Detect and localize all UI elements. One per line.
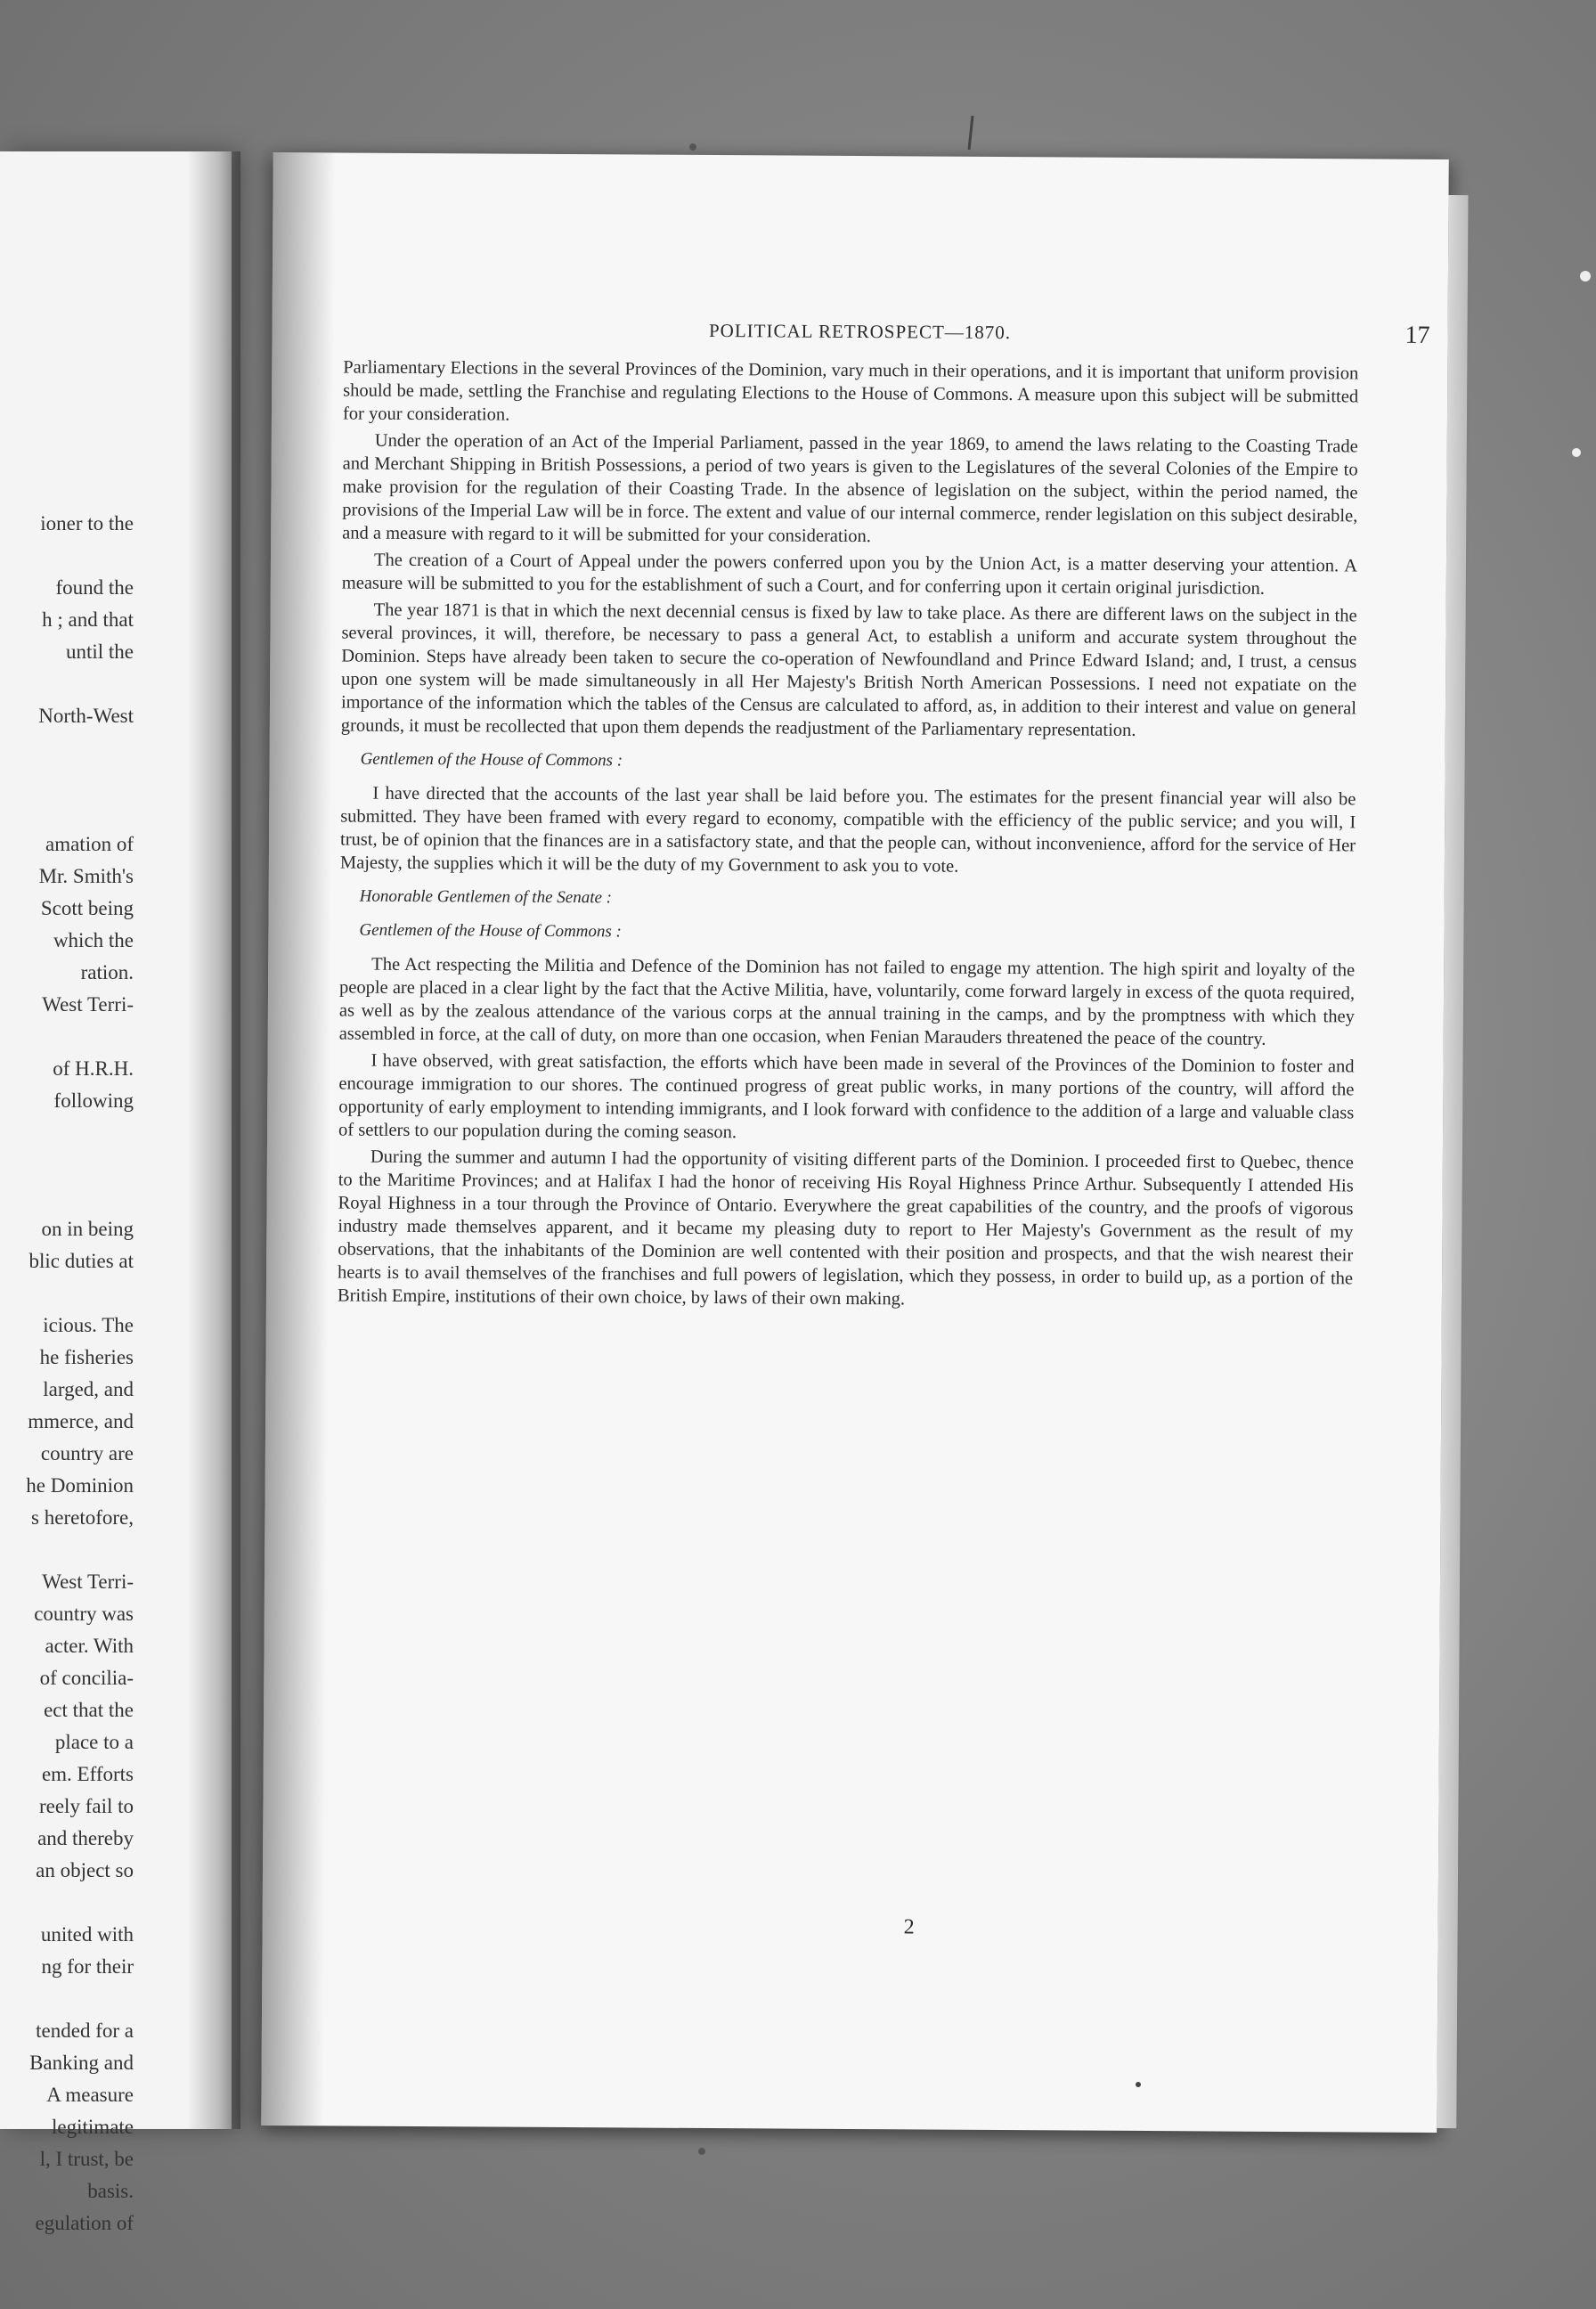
left-page-line: united with [40,1923,134,1946]
left-page-line: basis. [87,2180,134,2202]
left-page-line: tended for a [36,2019,134,2042]
left-page-line: mmerce, and [28,1410,134,1432]
left-page-line: and thereby [37,1827,134,1849]
left-page-line: blic duties at [28,1250,134,1272]
left-page-line: legitimate [52,2116,134,2138]
speck [1136,2082,1141,2087]
left-page-line: of concilia- [39,1667,134,1689]
left-page-line: place to a [54,1731,134,1753]
left-page-line: l, I trust, be [39,2148,134,2170]
paragraph: Parliamentary Elections in the several Provinces of the Dominion, vary much in their operations, and it is important that uniform provision should be made, settling the Franchise and regulating Elections to the House of Commons. A measure upon this subject will be submitted for your consideration. [342,357,1359,425]
header-title: POLITICAL RETROSPECT—1870. [708,319,1012,344]
left-page-line: reely fail to [38,1795,134,1817]
left-page-line: on in being [41,1218,134,1240]
left-page-line: Scott being [40,897,134,919]
paragraph: I have observed, with great satisfaction, the efforts which have been made in several of the Provinces of the Dominion to foster and encourage immigration to our shores. The continued progress of great public works, in many portions of the country, will afford the opportunity of early employment to intending immigrants, and I look forward with confidence to the addition of a large and valuable class of settlers to our population during the coming season. [338,1050,1355,1143]
speck [689,143,696,151]
paragraph: The creation of a Court of Appeal under the powers conferred upon you by the Union Act, is a matter deserving your attention. A measure will be submitted to you for the establishment of such a Court, and for conferring upon it certain original jurisdiction. [341,550,1358,599]
left-page-line: s heretofore, [31,1506,134,1529]
left-page-line: of H.R.H. [53,1057,134,1080]
left-page-line: amation of [45,833,134,855]
left-page-line: h ; and that [42,608,134,631]
left-page-line: North-West [38,705,134,727]
left-page-line: larged, and [43,1378,134,1400]
speck [1580,271,1591,281]
paragraph: The Act respecting the Militia and Defence of the Dominion has not failed to engage my attention. The high spirit and loyalty of the people are placed in a clear light by the fact that the Active Militia, have, voluntarily, come forward largely in excess of the quota required, as well as by the zealous attendance of the various corps at the annual training in the camps, and by the promptness with which they assembled in force, at the call of duty, on more than one occasion, when Fenian Marauders threatened the peace of the country. [338,954,1356,1049]
section-heading: Gentlemen of the House of Commons : [360,749,623,771]
paragraph: The year 1871 is that in which the next decennial census is fixed by law to take place. As there are different laws on the subject in the several provinces, it will, therefore, be necessary to pass a general Act, to establish a uniform and accurate system throughout the Dominion. Steps have already been taken to secure the co-operation of Newfoundland and Prince Edward Island; and, I trust, a census upon one system will be made simultaneously in all Her Majesty's British North American Possessions. I need not expatiate on the importance of the information which the tables of the Census are calculated to afford, as, in addition to their interest and value on general grounds, it must be recollected that upon them depends the readjustment of the Parliamentary representation. [340,600,1357,740]
left-page-line: egulation of [35,2212,134,2234]
left-page-line: found the [55,576,134,599]
left-page-line: ect that the [44,1699,134,1721]
section-heading: Honorable Gentlemen of the Senate : [359,886,613,908]
left-page-line: icious. The [43,1314,134,1336]
left-page-line: West Terri- [42,1571,134,1593]
paragraph: During the summer and autumn I had the opportunity of visiting different parts of the Dominion. I proceeded first to Quebec, thence to the Maritime Provinces; and at Halifax I had the honor of receiving His Royal Highness Prince Arthur. Subsequently I attended His Royal Highness in a tour through the Province of Ontario. Everywhere the great capabilities of the country, and the proofs of vigorous industry made themselves apparent, and it became my pleasing duty to report to Her Majesty's Government as the result of my observations, that the inhabitants of the Dominion are well contented with their position and prospects, and that the wish nearest their hearts is to avail themselves of the franchises and full powers of legislation, which they possess, in order to build up, as a portion of the British Empire, institutions of their own choice, by laws of their own making. [337,1146,1354,1310]
left-page-line: following [53,1089,134,1112]
left-page-line: which the [53,929,134,951]
left-page-line: acter. With [45,1635,134,1657]
paragraph: Under the operation of an Act of the Imperial Parliament, passed in the year 1869, to amend the laws relating to the Coasting Trade and Merchant Shipping in British Possessions, a period of two years is given to the Legislatures of the several Colonies of the Empire to make provision for the regulation of their Coasting Trade. In the absence of legislation on the subject, within the period named, the provisions of the Imperial Law will be in force. The extent and value of our internal commerce, render legislation on this subject desirable, and a measure with regard to it will be submitted for your consideration. [342,430,1358,547]
left-page-line: Banking and [29,2052,134,2074]
left-page-line: an object so [36,1859,134,1881]
left-page-line: he fisheries [39,1346,134,1368]
left-page-line: until the [65,640,134,663]
left-page-line: country was [34,1603,134,1625]
left-page-line: em. Efforts [41,1763,134,1785]
left-page-line: A measure [46,2084,134,2106]
left-page-line: country are [40,1442,134,1465]
speck [1572,448,1581,457]
speck [698,2148,705,2155]
left-page-line: ration. [80,961,134,983]
left-page-line: West Terri- [42,993,134,1016]
left-page-line: ioner to the [40,512,134,534]
section-heading: Gentlemen of the House of Commons : [359,920,622,942]
signature-folio: 2 [903,1915,915,1939]
left-page-line: ng for their [41,1955,134,1978]
speck [969,116,973,150]
paragraph: I have directed that the accounts of the last year shall be laid before you. The estimates for the present financial year will also be submitted. They have been framed with every regard to economy, compatible with the efficiency of the public service; and you will, I trust, be of opinion that the finances are in a satisfactory state, and that the people can, without inconvenience, afford for the service of Her Majesty, the supplies which it will be the duty of my Government to ask you to vote. [339,783,1356,877]
left-page-line: he Dominion [26,1474,134,1497]
left-page-line: Mr. Smith's [38,865,134,887]
page-number: 17 [1405,321,1430,349]
